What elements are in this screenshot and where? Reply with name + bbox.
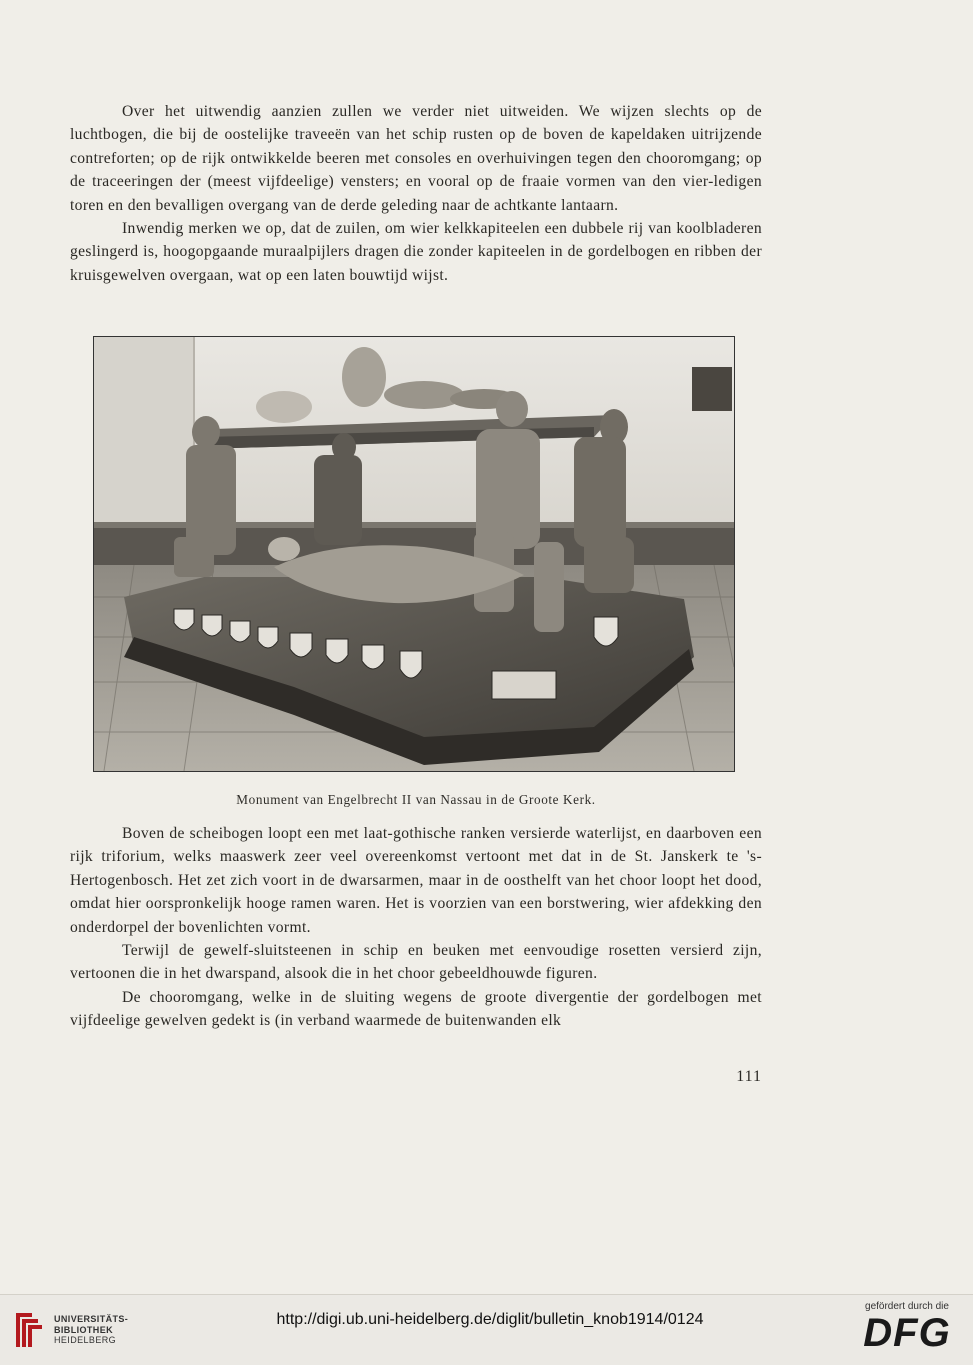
paragraph: Over het uitwendig aanzien zullen we verder niet uitweiden. We wijzen slechts op de luchtbogen, die bij de oostelijke traveeën van het schip rusten op de boven de kapeldaken uitrijzende contreforten; op de rijk ontwikkelde beeren met consoles en overhuivingen tegen den chooromgang; op de traceeringen der (meest vijfdeelige) vensters; en vooral op de fraaie vormen van den vier-ledigen toren en den bevalligen overgang van de derde geleding naar de achtkante lantaarn.: [70, 103, 762, 214]
paragraph: Terwijl de gewelf-sluitsteenen in schip en beuken met eenvoudige rosetten versierd zijn, vertoonen die in het dwarspand, alsook die in het choor gebeeldhouwde figuren.: [70, 942, 762, 983]
library-line: UNIVERSITÄTS-: [54, 1314, 129, 1325]
library-logo[interactable]: [12, 1309, 128, 1351]
dfg-logo[interactable]: [853, 1301, 961, 1354]
library-line: HEIDELBERG: [54, 1335, 117, 1346]
figure-caption: Monument van Engelbrecht II van Nassau in de Groote Kerk.: [236, 792, 596, 807]
paragraph: Boven de scheibogen loopt een met laat-gothische ranken versierde waterlijst, en daarboven een rijk triforium, welks maaswerk zeer veel overeenkomst vertoont met dat in de St. Janskerk te 's-Hertogenbosch. Het zet zich voort in de dwarsarmen, maar in de oosthelft van het choor loopt het dood, omdat hier oorspronkelijk hooge ramen waren. Het is voorzien van een borstwering, wier afdekking den onderdorpel der bovenlichten vormt.: [70, 825, 762, 936]
footer-bar: [0, 1294, 973, 1365]
library-logo-icon: [12, 1309, 46, 1351]
monument-photograph: [93, 336, 735, 772]
text-block-top: [70, 100, 762, 287]
funding-note: gefördert durch die: [865, 1301, 949, 1312]
paragraph: De chooromgang, welke in de sluiting wegens de groote divergentie der gordelbogen met vijfdeelige gewelven gedekt is (in verband waarmede de buitenwanden elk: [70, 988, 762, 1030]
paragraph: Inwendig merken we op, dat de zuilen, om wier kelkkapiteelen een dubbele rij van koolbladeren geslingerd is, hoogopgaande muraalpijlers dragen die zonder kapiteelen in de gordelbogen en ribben der kruisgewelven overgaan, wat op een laten bouwtijd wijst.: [70, 220, 762, 284]
source-url-link[interactable]: http://digi.ub.uni-heidelberg.de/diglit/bulletin_knob1914/0124: [276, 1311, 704, 1328]
library-name: [54, 1314, 128, 1346]
text-block-bottom: [70, 822, 762, 1033]
library-line: BIBLIOTHEK: [54, 1324, 113, 1335]
dfg-wordmark: DFG: [863, 1311, 951, 1355]
page-number: 111: [736, 1068, 762, 1085]
